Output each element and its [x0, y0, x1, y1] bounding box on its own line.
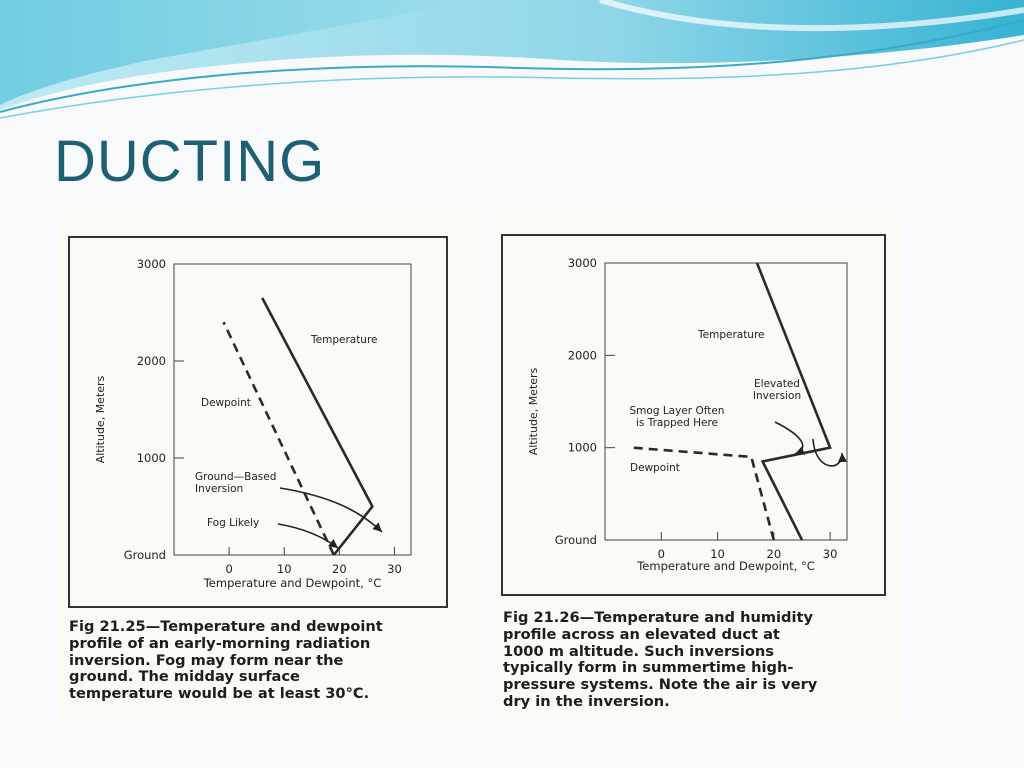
y-tick-label: 3000	[136, 257, 166, 271]
x-tick-label: 10	[276, 562, 292, 576]
y-tick-label: 1000	[567, 440, 597, 455]
x-axis-label: Temperature and Dewpoint, °C	[637, 559, 815, 573]
figure-21-26	[485, 210, 905, 722]
annotation-temperature: Temperature	[311, 334, 378, 346]
plot-area	[174, 264, 411, 555]
y-tick-label: 3000	[567, 256, 597, 270]
annotation-dewpoint: Dewpoint	[630, 462, 680, 474]
fog-arrow-head	[328, 539, 338, 548]
annotation-temperature: Temperature	[698, 329, 765, 341]
header-wave-banner	[0, 0, 1024, 130]
figure-caption: Fig 21.26—Temperature and humidity profile across an elevated duct at 1000 m altitude. Such inversions typically form in summertime high- pressure systems. Note the air is very dry in the inversion.	[503, 609, 818, 710]
y-axis-label: Altitude, Meters	[527, 367, 540, 456]
slide-title: DUCTING	[54, 129, 326, 194]
x-tick-label: 0	[657, 547, 665, 561]
smog-arrow	[775, 422, 803, 454]
x-axis-label: Temperature and Dewpoint, °C	[203, 576, 382, 590]
annotation-elevated: Elevated Inversion	[752, 378, 802, 402]
annotation-smog-layer-often: Smog Layer Often is Trapped Here	[629, 405, 725, 429]
y-tick-label: 1000	[136, 451, 166, 465]
annotation-dewpoint: Dewpoint	[201, 397, 251, 409]
y-tick-label: Ground	[554, 533, 597, 547]
x-tick-label: 20	[766, 547, 782, 561]
x-tick-label: 10	[710, 547, 725, 561]
x-tick-label: 30	[387, 562, 402, 576]
figure-21-25	[54, 210, 478, 722]
y-tick-label: 2000	[567, 348, 597, 363]
x-tick-label: 20	[332, 562, 347, 576]
x-tick-label: 30	[822, 547, 838, 561]
x-tick-label: 0	[225, 562, 233, 576]
annotation-ground-based: Ground—Based Inversion	[195, 471, 277, 495]
annotation-fog-likely: Fog Likely	[207, 517, 260, 529]
y-tick-label: Ground	[123, 548, 166, 562]
fog-arrow	[278, 524, 338, 548]
smog-arrow-head	[795, 447, 805, 455]
y-axis-label: Altitude, Meters	[94, 375, 107, 464]
y-tick-label: 2000	[136, 354, 166, 368]
inversion-arrow-head	[838, 453, 847, 462]
figure-caption: Fig 21.25—Temperature and dewpoint profile of an early-morning radiation inversion. Fog may form near the ground. The midday surface temperature would be at least 30°C.	[69, 618, 383, 703]
